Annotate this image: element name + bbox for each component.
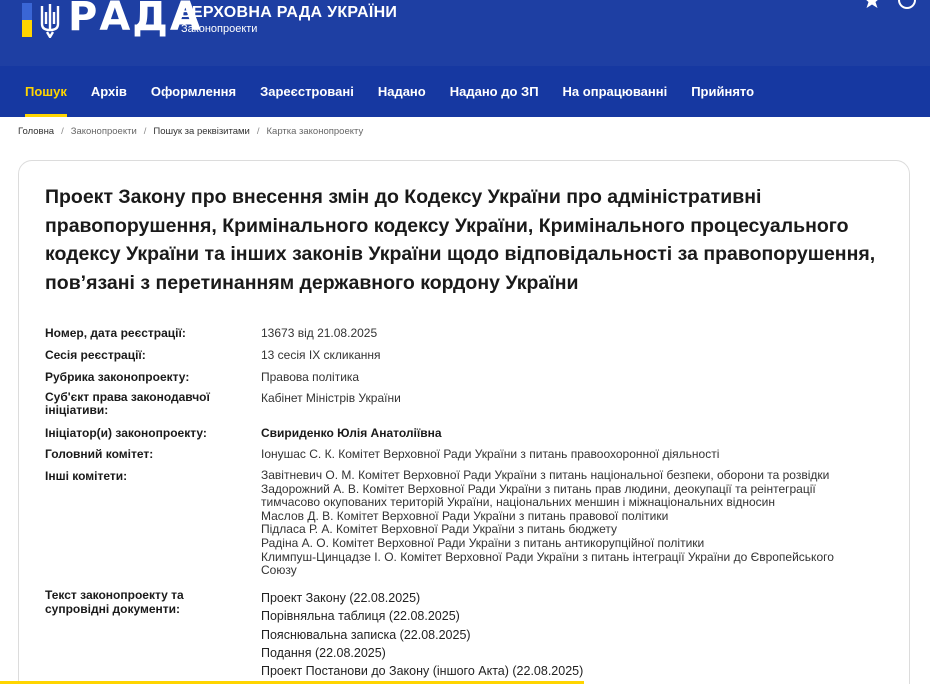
committee-list: [261, 469, 891, 578]
nav-item-processing[interactable]: На опрацюванні: [562, 84, 668, 99]
site-header: [0, 0, 930, 66]
field-label: Суб'єкт права законодавчої ініціативи:: [45, 390, 210, 417]
breadcrumb-separator: /: [143, 126, 147, 137]
field-value: Свириденко Юлія Анатоліївна: [261, 426, 442, 440]
field-label: Головний комітет:: [45, 447, 154, 461]
field-value: Кабінет Міністрів України: [261, 391, 401, 405]
list-item: Завітневич О. М. Комітет Верховної Ради України з питань національної безпеки, оборони та розвідки: [261, 468, 830, 482]
breadcrumb-separator: /: [256, 126, 260, 137]
site-title[interactable]: ВЕРХОВНА РАДА УКРАЇНИ: [180, 4, 398, 21]
breadcrumb-search[interactable]: Пошук за реквізитами: [153, 126, 250, 137]
document-link[interactable]: Пояснювальна записка (22.08.2025): [261, 627, 471, 642]
field-label: Текст законопроекту та супровідні документи:: [45, 588, 184, 616]
list-item: тимчасово окупованих територій України, національних меншин і міжнаціональних відносин: [261, 495, 776, 510]
breadcrumb-bills[interactable]: Законопроекти: [70, 126, 137, 137]
trident-icon: [38, 2, 62, 38]
star-icon[interactable]: [861, 0, 883, 8]
flag-mark: [22, 3, 32, 37]
field-value: Правова політика: [261, 370, 360, 384]
document-link[interactable]: Проект Постанови до Закону (іншого Акта) (22.08.2025): [261, 664, 584, 679]
breadcrumb-current: Картка законопроекту: [266, 126, 364, 137]
user-icon[interactable]: [898, 0, 916, 9]
field-label: Сесія реєстрації:: [45, 348, 146, 362]
field-value: 13 сесія IX скликання: [261, 348, 381, 362]
nav-item-archive[interactable]: Архів: [90, 84, 127, 99]
nav-item-search[interactable]: Пошук: [13, 66, 79, 117]
list-item: Маслов Д. В. Комітет Верховної Ради України з питань правової політики: [261, 508, 669, 523]
field-label: Рубрика законопроекту:: [45, 370, 190, 384]
document-link[interactable]: Порівняльна таблиця (22.08.2025): [261, 609, 460, 624]
list-item: Климпуш-Цинцадзе І. О. Комітет Верховної Ради України з питань інтеграції України до Європейського: [261, 549, 834, 564]
nav-item-submitted[interactable]: Надано: [377, 84, 426, 99]
site-subtitle[interactable]: Законопроекти: [181, 23, 258, 35]
breadcrumb: [18, 126, 363, 137]
bill-title: Проект Закону про внесення змін до Кодексу України про адміністративні правопорушення, Кримінального кодексу України, Кримінального процесуального кодексу України та інших законів України щодо відповідальності за правопорушення, пов’язані з перетинанням державного кордону України: [45, 186, 876, 294]
list-item: Союзу: [261, 563, 297, 578]
document-link[interactable]: Проект Закону (22.08.2025): [261, 591, 421, 605]
document-list: [261, 589, 891, 680]
field-label: Інші комітети:: [45, 469, 128, 483]
field-value: 13673 від 21.08.2025: [261, 326, 378, 340]
field-value: Іонушас С. К. Комітет Верховної Ради України з питань правоохоронної діяльності: [261, 447, 720, 461]
main-nav: [0, 66, 930, 117]
breadcrumb-home[interactable]: Головна: [18, 126, 55, 137]
document-link[interactable]: Подання (22.08.2025): [261, 645, 386, 660]
logo-text[interactable]: РАДА: [68, 0, 203, 40]
nav-item-adopted[interactable]: Прийнято: [691, 84, 755, 99]
list-item: Задорожний А. В. Комітет Верховної Ради України з питань прав людини, деокупації та реінтеграції: [261, 481, 816, 496]
nav-item-formatting[interactable]: Оформлення: [150, 84, 237, 99]
nav-item-submitted-zp[interactable]: Надано до ЗП: [449, 84, 539, 99]
field-label: Номер, дата реєстрації:: [45, 326, 186, 340]
nav-item-registered[interactable]: Зареєстровані: [260, 84, 354, 99]
list-item: Радіна А. О. Комітет Верховної Ради України з питань антикорупційної політики: [261, 535, 705, 550]
list-item: Підласа Р. А. Комітет Верховної Ради України з питань бюджету: [261, 522, 618, 537]
breadcrumb-separator: /: [61, 126, 64, 137]
field-label: Ініціатор(и) законопроекту:: [45, 426, 207, 440]
